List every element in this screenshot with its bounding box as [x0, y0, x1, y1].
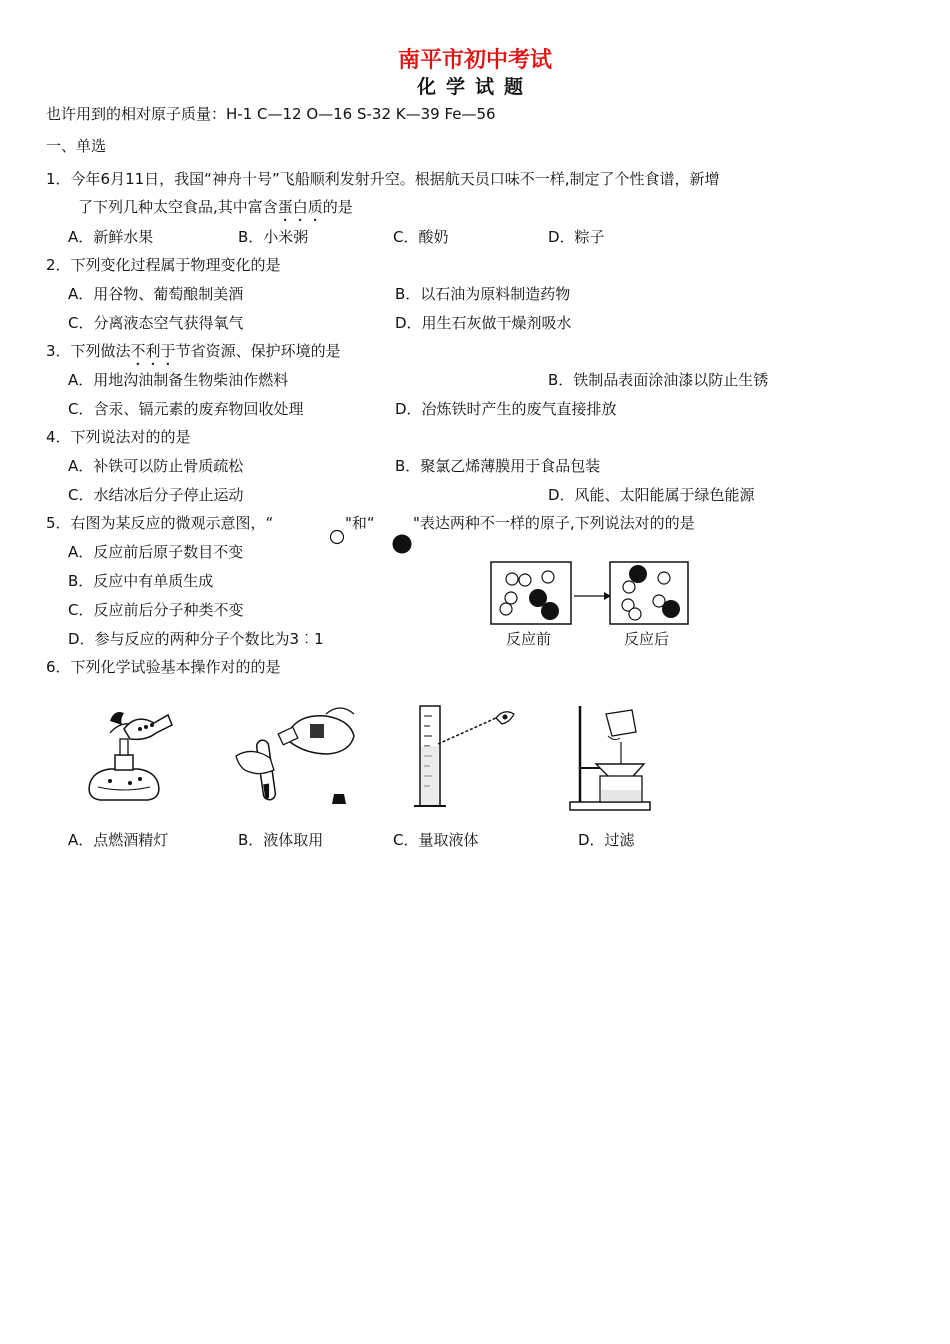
q2-option-d: D．用生石灰做干燥剂吸水: [395, 314, 572, 332]
atomic-mass-note: 也许用到的相对原子质量：H-1 C—12 O—16 S-32 K—39 Fe—56: [46, 105, 496, 123]
reaction-diagram: [490, 560, 700, 630]
q6-option-b: B．液体取用: [238, 831, 324, 849]
school-title: 南平市初中考试: [397, 47, 552, 73]
filtration-figure: [560, 702, 670, 814]
q5-stem-b: "和“: [345, 514, 375, 532]
black-atom-icon: [391, 533, 413, 555]
q1-option-d: D．粽子: [548, 228, 605, 246]
q1-emphasis: 蛋白质: [277, 198, 323, 216]
subject-title: 化学试题: [416, 76, 533, 98]
q4-stem: 4．下列说法对的的是: [46, 428, 191, 446]
q1-option-b: B．小米粥: [238, 228, 309, 246]
q3-option-a: A．用地沟油制备生物柴油作燃料: [68, 371, 289, 389]
q5-option-c: C．反应前后分子种类不变: [68, 601, 244, 619]
q5-option-a: A．反应前后原子数目不变: [68, 543, 244, 561]
q2-option-c: C．分离液态空气获得氧气: [68, 314, 244, 332]
q3-stem: 3．下列做法不利于节省资源、保护环境的是: [46, 342, 341, 360]
q6-option-d: D．过滤: [578, 831, 635, 849]
q6-stem: 6．下列化学试验基本操作对的的是: [46, 658, 281, 676]
q6-option-a: A．点燃酒精灯: [68, 831, 169, 849]
q1-option-c: C．酸奶: [393, 228, 449, 246]
section-title: 一、单选: [46, 137, 107, 155]
q5-option-d: D．参与反应的两种分子个数比为3︰1: [68, 630, 324, 648]
q2-stem: 2．下列变化过程属于物理变化的是: [46, 256, 281, 274]
q4-option-c: C．水结冰后分子停止运动: [68, 486, 244, 504]
white-atom-icon: [328, 528, 346, 546]
q2-option-b: B．以石油为原料制造药物: [395, 285, 571, 303]
q1-option-a: A．新鲜水果: [68, 228, 154, 246]
q4-option-a: A．补铁可以防止骨质疏松: [68, 457, 244, 475]
diagram-label-after: 反应后: [624, 630, 670, 648]
q5-stem-c: "表达两种不一样的原子,下列说法对的的是: [413, 514, 695, 532]
alcohol-lamp-figure: [80, 705, 190, 805]
q3-option-c: C．含汞、镉元素的废弃物回收处理: [68, 400, 304, 418]
q5-stem-a: 5．右图为某反应的微观示意图，“: [46, 514, 274, 532]
q1-stem-line2: 了下列几种太空食品,其中富含蛋白质的是: [78, 198, 353, 216]
q4-option-b: B．聚氯乙烯薄膜用于食品包装: [395, 457, 601, 475]
q6-option-c: C．量取液体: [393, 831, 479, 849]
q2-option-a: A．用谷物、葡萄酿制美酒: [68, 285, 244, 303]
q1-stem-line1: 1．今年6月11日，我国“神舟十号”飞船顺利发射升空。根据航天员口味不一样,制定了个性食谱，新增: [46, 170, 720, 188]
q5-option-b: B．反应中有单质生成: [68, 572, 214, 590]
q3-emphasis: 不利于: [130, 342, 176, 360]
measuring-cylinder-figure: [410, 700, 530, 815]
liquid-pouring-figure: [230, 700, 370, 810]
q3-option-b: B．铁制品表面涂油漆以防止生锈: [548, 371, 769, 389]
q3-option-d: D．冶炼铁时产生的废气直接排放: [395, 400, 617, 418]
diagram-label-before: 反应前: [506, 630, 552, 648]
q4-option-d: D．风能、太阳能属于绿色能源: [548, 486, 755, 504]
